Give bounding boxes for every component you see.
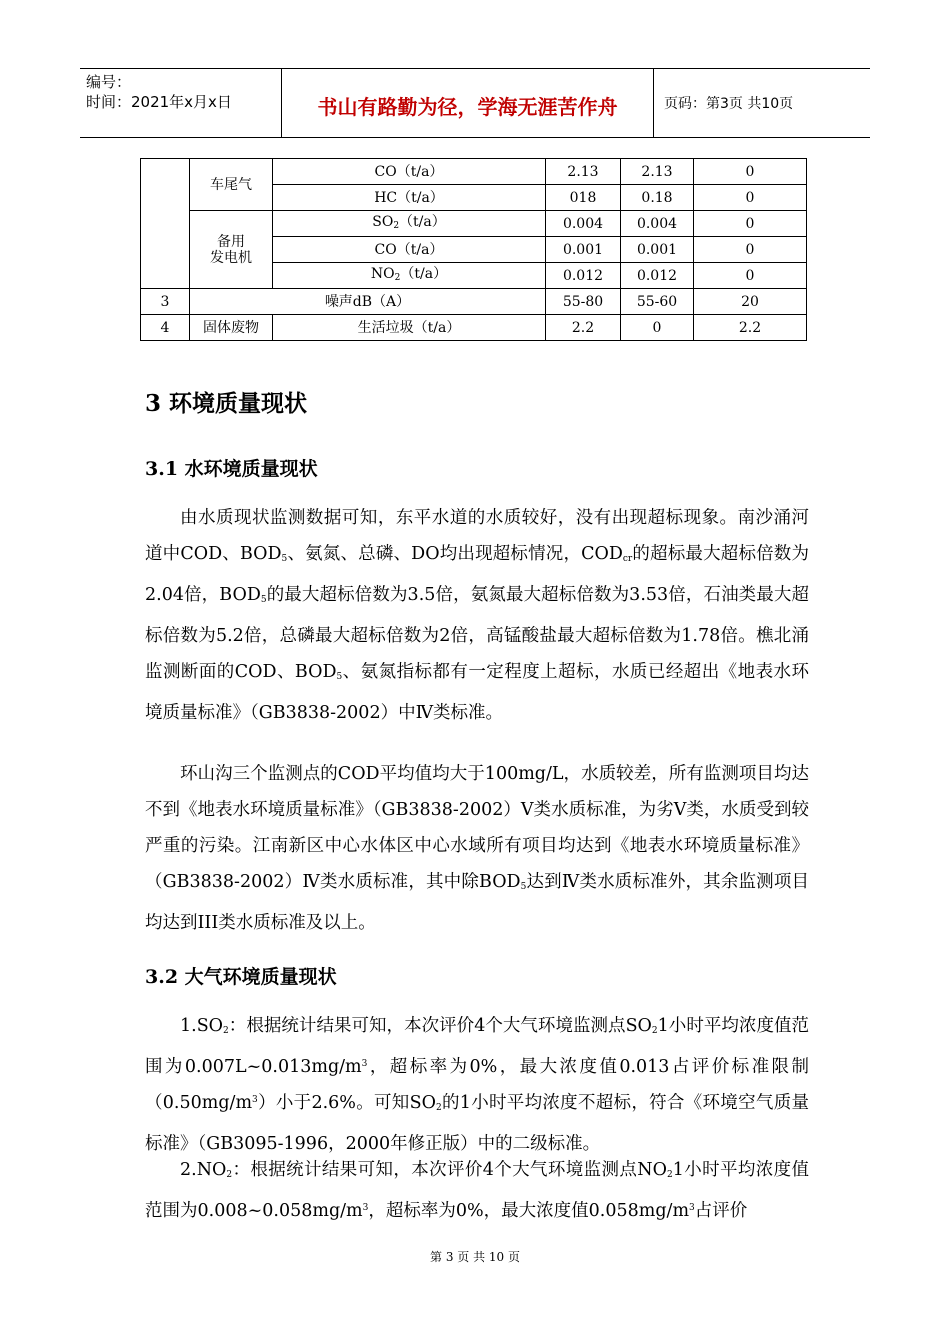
text-run: 1小时平均浓度值范围为0.007L~0.013mg/m [145,1016,809,1077]
superscript: 3 [362,1203,369,1213]
table-cell-value: 2.2 [694,315,807,341]
emission-table [140,158,807,341]
item-text: （t/a） [399,213,446,230]
text-run: 、氨氮指标都有一定程度上超标，水质已经超出《地表水环境质量标准》（GB3838-2002）中Ⅳ类标准。 [145,662,809,723]
table-cell-value: 0.001 [621,237,694,263]
table-cell-value: 2.2 [546,315,621,341]
text-run: ）小于2.6%。可知SO [257,1093,436,1113]
table-cell-value: 0 [694,185,807,211]
table-cell-item: CO（t/a） [273,237,546,263]
table-cell-value: 2.13 [621,159,694,185]
table-cell-category: 固体废物 [190,315,273,341]
table-cell-value: 2.13 [546,159,621,185]
table-row [141,315,807,341]
superscript: 3 [689,1203,695,1213]
table-cell-number: 4 [141,315,190,341]
page-header [80,68,870,138]
item-subscript: 2 [394,272,401,283]
table-cell-value: 0 [621,315,694,341]
table-row [141,211,807,237]
text-run: 2.NO [180,1160,227,1180]
item-text: SO [372,213,394,230]
text-run: ，超标率为0%，最大浓度值0.058mg/m [368,1201,690,1221]
table-cell-category: 车尾气 [190,159,273,211]
table-cell-value: 0.004 [621,211,694,237]
section-3-2-heading: 3.2 大气环境质量现状 [145,966,337,988]
text-run: 由水质现状监测数据可知，东平水道的水质较好，没有出现超标现象。南沙涌河道中COD、BOD [145,508,809,564]
doc-date-label: 时间：2021年x月x日 [86,93,232,111]
subscript: 2 [651,1026,658,1036]
water-paragraph-1 [145,500,809,731]
table-cell-value: 20 [694,289,807,315]
table-cell-item: CO（t/a） [273,159,546,185]
text-run: 的超标最大超标倍数为2.04倍，BOD [145,544,809,605]
subscript: 2 [435,1103,442,1113]
table-cell-value: 0 [694,211,807,237]
water-paragraph-2 [145,756,809,941]
table-cell-value: 0.012 [546,263,621,289]
table-cell-number: 3 [141,289,190,315]
subscript: 5 [520,882,527,892]
text-run: 、氨氮、总磷、DO均出现超标情况，COD [287,544,623,564]
table-cell-item [273,263,546,289]
table-cell-value: 0 [694,237,807,263]
header-motto: 书山有路勤为径，学海无涯苦作舟 [282,69,654,137]
table-cell-value: 55-80 [546,289,621,315]
subscript: 2 [223,1026,229,1036]
air-paragraph-so2 [145,1008,809,1162]
table-cell-value: 0.18 [621,185,694,211]
table-cell [141,159,190,289]
table-cell-item: 噪声dB（A） [190,289,546,315]
table-row [141,159,807,185]
page-footer: 第 3 页 共 10 页 [430,1250,520,1264]
header-meta [80,69,282,137]
table-row [141,289,807,315]
subscript: 5 [336,672,343,682]
table-cell-value: 55-60 [621,289,694,315]
superscript: 3 [252,1095,258,1105]
text-run: 1小时平均浓度值范围为0.008~0.058mg/m [145,1160,810,1221]
table-cell-item [273,211,546,237]
table-cell-item: 生活垃圾（t/a） [273,315,546,341]
text-run: 达到Ⅳ类水质标准外，其余监测项目均达到III类水质标准及以上。 [145,872,810,933]
header-page-info: 页码：第3页 共10页 [664,96,794,112]
text-run: 的最大超标倍数为3.5倍，氨氮最大超标倍数为3.53倍，石油类最大超标倍数为5.2倍，总磷最大超标倍数为2倍，高锰酸盐最大超标倍数为1.78倍。樵北涌监测断面的COD、BOD [145,585,810,682]
table-cell-item: HC（t/a） [273,185,546,211]
category-line: 备用 [217,233,245,250]
text-run: 的1小时平均浓度不超标，符合《环境空气质量标准》（GB3095-1996，2000年修正版）中的二级标准。 [145,1093,809,1154]
section-3-1-heading: 3.1 水环境质量现状 [145,458,318,480]
doc-number-label: 编号： [86,73,132,91]
table-cell-value: 0.001 [546,237,621,263]
text-run: ：根据统计结果可知，本次评价4个大气环境监测点NO [232,1160,667,1180]
text-run: 1.SO [180,1016,224,1036]
subscript: 5 [281,554,288,564]
text-run: ，超标率为0%，最大浓度值0.013占评价标准限制（0.50mg/m [145,1057,809,1113]
table-cell-value: 0 [694,263,807,289]
item-text: （t/a） [400,265,448,282]
table-cell-value: 0.004 [546,211,621,237]
section-3-heading: 3 环境质量现状 [145,390,308,417]
text-run: ：根据统计结果可知，本次评价4个大气环境监测点SO [228,1016,652,1036]
air-paragraph-no2 [145,1152,809,1229]
table-cell-value: 0 [694,159,807,185]
table-cell-value: 0.012 [621,263,694,289]
subscript: 2 [666,1170,673,1180]
category-line: 发电机 [210,249,252,266]
table-cell-category [190,211,273,289]
subscript: 2 [226,1170,233,1180]
subscript: 5 [260,595,267,605]
text-run: 占评价 [694,1201,748,1221]
item-text: NO [370,265,395,282]
table-cell-value: 018 [546,185,621,211]
item-subscript: 2 [393,220,400,231]
subscript: cr [622,554,633,564]
text-run: 环山沟三个监测点的COD平均值均大于100mg/L，水质较差，所有监测项目均达不到《地表水环境质量标准》（GB3838-2002）Ⅴ类水质标准，为劣Ⅴ类，水质受到较严重的污染。江南新区中心水体区中心水域所有项目均达到《地表水环境质量标准》（GB3838-2002）Ⅳ类水质标准，其中除BOD [145,764,809,892]
superscript: 3 [361,1059,368,1069]
